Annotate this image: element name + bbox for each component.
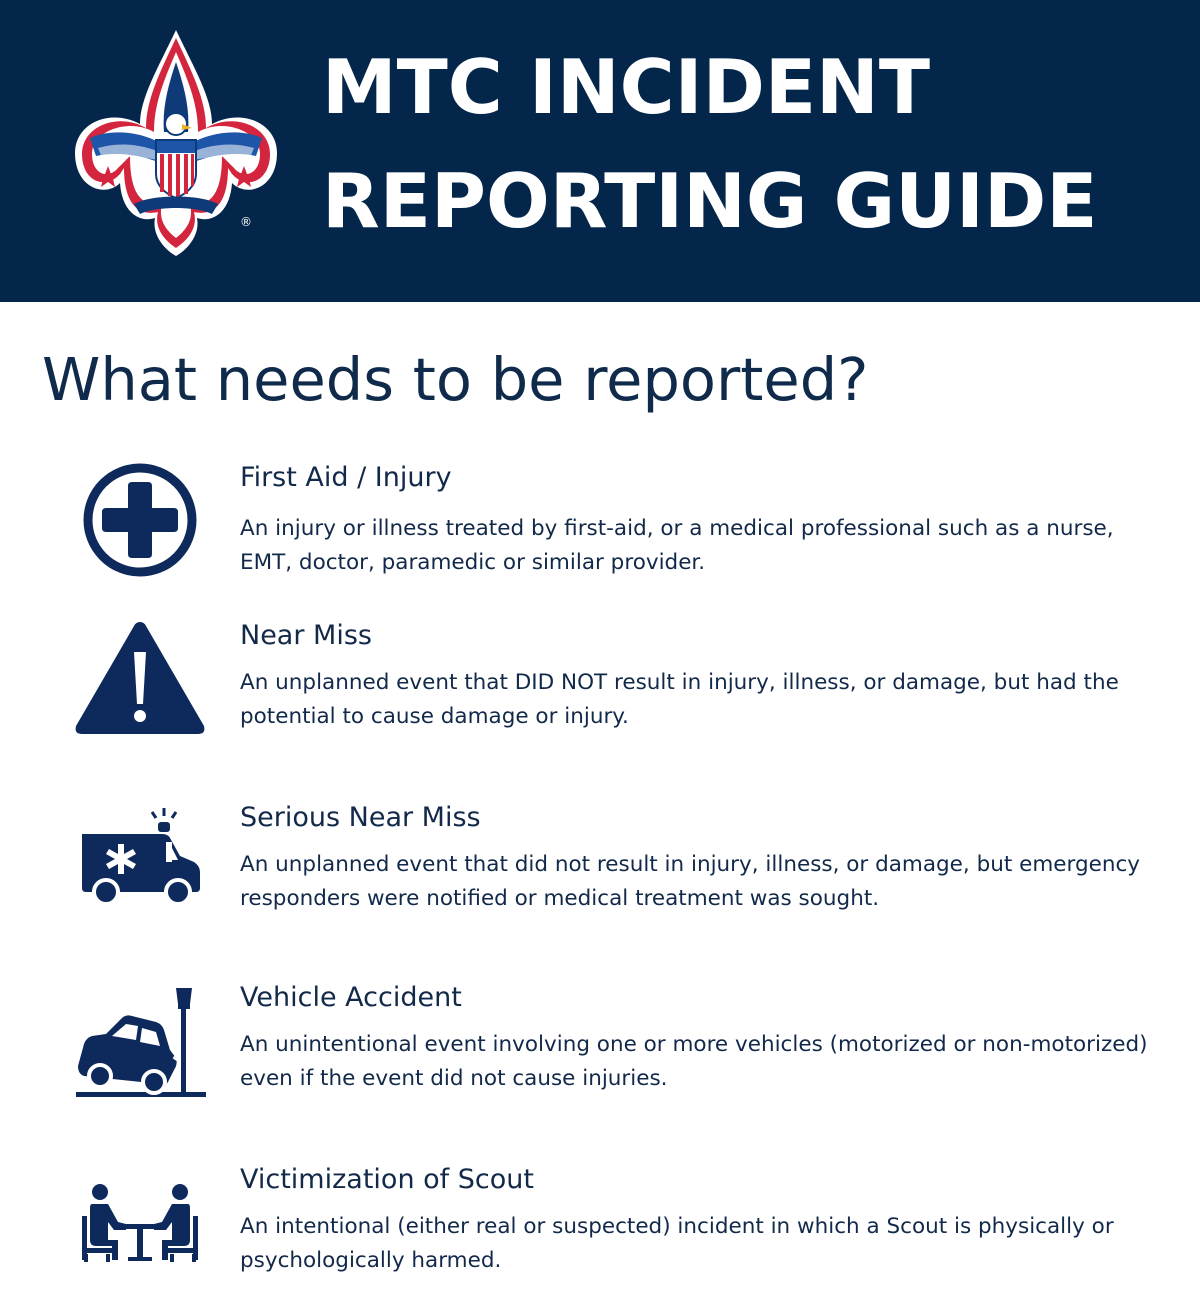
page-title-line-2: REPORTING GUIDE: [322, 157, 1098, 245]
item-title-vehicle-accident: Vehicle Accident: [240, 982, 462, 1013]
item-description-near-miss: An unplanned event that DID NOT result in injury, illness, or damage, but had the potential to cause damage or injury.: [240, 670, 1119, 729]
fleur-de-lis-eagle-logo: [72, 28, 280, 258]
item-description-first-aid: An injury or illness treated by first-aid, or a medical professional such as a nurse, EMT, doctor, paramedic or similar provider.: [240, 516, 1114, 575]
section-heading: What needs to be reported?: [42, 345, 869, 414]
svg-text:®: ®: [240, 215, 252, 229]
page-title-line-1: MTC INCIDENT: [322, 43, 930, 131]
car-crash-icon: [70, 978, 210, 1108]
item-title-near-miss: Near Miss: [240, 620, 372, 651]
item-description-vehicle-accident: An unintentional event involving one or more vehicles (motorized or non-motorized) even if the event did not cause injuries.: [240, 1032, 1148, 1091]
item-title-victimization-of-scout: Victimization of Scout: [240, 1164, 534, 1195]
medical-cross-icon: [70, 458, 210, 588]
item-title-serious-near-miss: Serious Near Miss: [240, 802, 481, 833]
item-description-victimization-of-scout: An intentional (either real or suspected) incident in which a Scout is physically or psychologically harmed.: [240, 1214, 1114, 1273]
warning-triangle-icon: [70, 612, 210, 742]
people-meeting-icon: [70, 1172, 210, 1302]
item-description-serious-near-miss: An unplanned event that did not result in injury, illness, or damage, but emergency responders were notified or medical treatment was sought.: [240, 852, 1141, 911]
item-title-first-aid: First Aid / Injury: [240, 462, 452, 493]
ambulance-icon: [70, 800, 210, 930]
header-banner: [0, 0, 1200, 302]
